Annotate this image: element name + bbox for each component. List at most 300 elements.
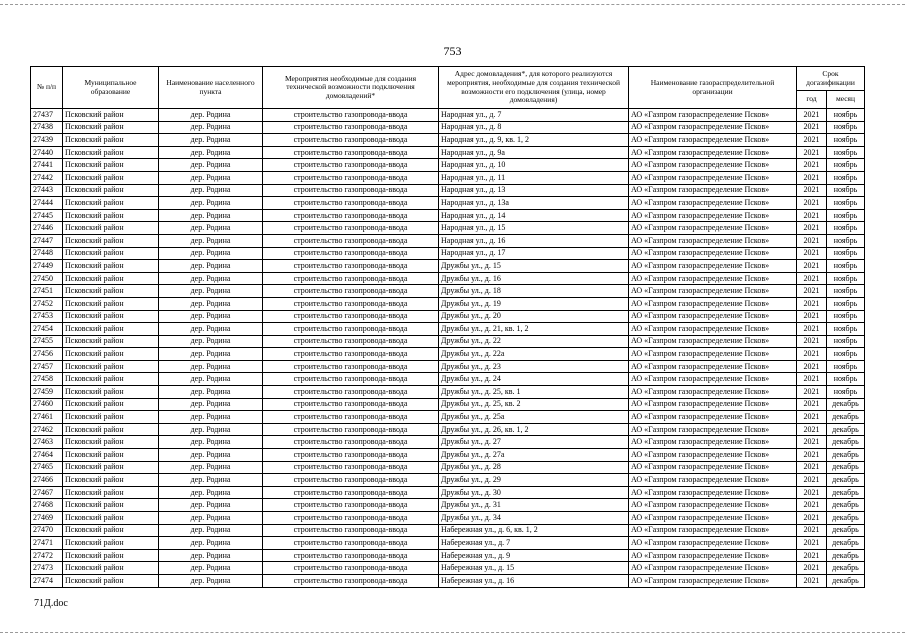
- row-municipality: Псковский район: [63, 272, 159, 285]
- row-organization: АО «Газпром газораспределение Псков»: [629, 171, 797, 184]
- row-locality: дер. Родина: [159, 499, 263, 512]
- row-locality: дер. Родина: [159, 197, 263, 210]
- row-municipality: Псковский район: [63, 197, 159, 210]
- row-locality: дер. Родина: [159, 360, 263, 373]
- row-year: 2021: [797, 360, 827, 373]
- row-municipality: Псковский район: [63, 436, 159, 449]
- table-row: [31, 574, 865, 587]
- row-address: Народная ул., д. 14: [439, 209, 629, 222]
- row-number: 27463: [31, 436, 63, 449]
- row-month: ноябрь: [827, 146, 865, 159]
- row-organization: АО «Газпром газораспределение Псков»: [629, 222, 797, 235]
- table-row: [31, 222, 865, 235]
- row-month: декабрь: [827, 524, 865, 537]
- header-locality: Наименование населенного пункта: [159, 67, 263, 109]
- row-locality: дер. Родина: [159, 512, 263, 525]
- row-address: Дружбы ул., д. 26, кв. 1, 2: [439, 423, 629, 436]
- row-year: 2021: [797, 209, 827, 222]
- row-activity: строительство газопровода-ввода: [263, 499, 439, 512]
- page-number: 753: [443, 44, 462, 58]
- table-row: [31, 386, 865, 399]
- row-municipality: Псковский район: [63, 335, 159, 348]
- row-address: Дружбы ул., д. 22: [439, 335, 629, 348]
- row-year: 2021: [797, 171, 827, 184]
- row-month: ноябрь: [827, 109, 865, 122]
- row-organization: АО «Газпром газораспределение Псков»: [629, 146, 797, 159]
- table-row: [31, 247, 865, 260]
- row-address: Дружбы ул., д. 34: [439, 512, 629, 525]
- row-number: 27445: [31, 209, 63, 222]
- row-address: Набережная ул., д. 9: [439, 549, 629, 562]
- row-year: 2021: [797, 537, 827, 550]
- row-month: декабрь: [827, 574, 865, 587]
- table-row: [31, 260, 865, 273]
- row-year: 2021: [797, 285, 827, 298]
- row-address: Народная ул., д. 9а: [439, 146, 629, 159]
- row-year: 2021: [797, 461, 827, 474]
- row-organization: АО «Газпром газораспределение Псков»: [629, 562, 797, 575]
- row-activity: строительство газопровода-ввода: [263, 159, 439, 172]
- table-row: [31, 549, 865, 562]
- table-row: [31, 197, 865, 210]
- row-address: Дружбы ул., д. 16: [439, 272, 629, 285]
- row-organization: АО «Газпром газораспределение Псков»: [629, 159, 797, 172]
- row-year: 2021: [797, 134, 827, 147]
- table-row: [31, 499, 865, 512]
- row-address: Народная ул., д. 16: [439, 234, 629, 247]
- table-row: [31, 171, 865, 184]
- row-number: 27440: [31, 146, 63, 159]
- table-row: [31, 121, 865, 134]
- row-number: 27454: [31, 323, 63, 336]
- row-month: декабрь: [827, 398, 865, 411]
- row-municipality: Псковский район: [63, 486, 159, 499]
- row-organization: АО «Газпром газораспределение Псков»: [629, 499, 797, 512]
- row-address: Дружбы ул., д. 25а: [439, 411, 629, 424]
- row-month: декабрь: [827, 436, 865, 449]
- table-row: [31, 524, 865, 537]
- row-locality: дер. Родина: [159, 411, 263, 424]
- row-address: Набережная ул., д. 7: [439, 537, 629, 550]
- row-month: ноябрь: [827, 323, 865, 336]
- row-locality: дер. Родина: [159, 423, 263, 436]
- row-year: 2021: [797, 159, 827, 172]
- row-number: 27464: [31, 449, 63, 462]
- row-number: 27470: [31, 524, 63, 537]
- row-number: 27453: [31, 310, 63, 323]
- row-organization: АО «Газпром газораспределение Псков»: [629, 537, 797, 550]
- row-locality: дер. Родина: [159, 461, 263, 474]
- row-locality: дер. Родина: [159, 171, 263, 184]
- row-organization: АО «Газпром газораспределение Псков»: [629, 134, 797, 147]
- row-organization: АО «Газпром газораспределение Псков»: [629, 474, 797, 487]
- row-municipality: Псковский район: [63, 549, 159, 562]
- row-activity: строительство газопровода-ввода: [263, 109, 439, 122]
- row-locality: дер. Родина: [159, 486, 263, 499]
- row-activity: строительство газопровода-ввода: [263, 297, 439, 310]
- row-number: 27462: [31, 423, 63, 436]
- row-month: декабрь: [827, 537, 865, 550]
- registry-table: [30, 66, 865, 588]
- row-year: 2021: [797, 184, 827, 197]
- row-municipality: Псковский район: [63, 423, 159, 436]
- row-locality: дер. Родина: [159, 449, 263, 462]
- top-scan-border: [0, 4, 905, 6]
- row-address: Набережная ул., д. 6, кв. 1, 2: [439, 524, 629, 537]
- row-year: 2021: [797, 512, 827, 525]
- row-number: 27447: [31, 234, 63, 247]
- row-activity: строительство газопровода-ввода: [263, 134, 439, 147]
- row-month: декабрь: [827, 486, 865, 499]
- header-activities: Мероприятия необходимые для создания технической возможности подключения домовладений*: [263, 67, 439, 109]
- row-activity: строительство газопровода-ввода: [263, 323, 439, 336]
- row-address: Народная ул., д. 17: [439, 247, 629, 260]
- row-year: 2021: [797, 247, 827, 260]
- header-year: год: [797, 91, 827, 109]
- row-year: 2021: [797, 348, 827, 361]
- row-municipality: Псковский район: [63, 537, 159, 550]
- row-month: ноябрь: [827, 121, 865, 134]
- row-address: Дружбы ул., д. 27а: [439, 449, 629, 462]
- row-year: 2021: [797, 398, 827, 411]
- row-organization: АО «Газпром газораспределение Псков»: [629, 398, 797, 411]
- row-month: декабрь: [827, 562, 865, 575]
- row-activity: строительство газопровода-ввода: [263, 512, 439, 525]
- row-address: Дружбы ул., д. 23: [439, 360, 629, 373]
- row-month: декабрь: [827, 461, 865, 474]
- row-month: декабрь: [827, 512, 865, 525]
- table-row: [31, 411, 865, 424]
- row-address: Народная ул., д. 11: [439, 171, 629, 184]
- row-municipality: Псковский район: [63, 373, 159, 386]
- row-organization: АО «Газпром газораспределение Псков»: [629, 247, 797, 260]
- row-year: 2021: [797, 373, 827, 386]
- row-number: 27438: [31, 121, 63, 134]
- header-org: Наименование газораспределительной организации: [629, 67, 797, 109]
- row-activity: строительство газопровода-ввода: [263, 184, 439, 197]
- row-activity: строительство газопровода-ввода: [263, 360, 439, 373]
- row-organization: АО «Газпром газораспределение Псков»: [629, 461, 797, 474]
- row-year: 2021: [797, 121, 827, 134]
- row-municipality: Псковский район: [63, 171, 159, 184]
- table-row: [31, 474, 865, 487]
- row-month: декабрь: [827, 449, 865, 462]
- row-organization: АО «Газпром газораспределение Псков»: [629, 360, 797, 373]
- table-row: [31, 423, 865, 436]
- row-activity: строительство газопровода-ввода: [263, 386, 439, 399]
- row-address: Народная ул., д. 8: [439, 121, 629, 134]
- table-row: [31, 109, 865, 122]
- row-locality: дер. Родина: [159, 297, 263, 310]
- table-row: [31, 209, 865, 222]
- row-municipality: Псковский район: [63, 247, 159, 260]
- row-municipality: Псковский район: [63, 574, 159, 587]
- table-row: [31, 398, 865, 411]
- row-month: ноябрь: [827, 386, 865, 399]
- row-organization: АО «Газпром газораспределение Псков»: [629, 373, 797, 386]
- table-row: [31, 297, 865, 310]
- row-locality: дер. Родина: [159, 159, 263, 172]
- header-term: Срок догазификации: [797, 67, 865, 91]
- table-row: [31, 486, 865, 499]
- registry-table-container: [30, 66, 865, 588]
- row-number: 27439: [31, 134, 63, 147]
- row-locality: дер. Родина: [159, 335, 263, 348]
- table-row: [31, 323, 865, 336]
- row-address: Дружбы ул., д. 28: [439, 461, 629, 474]
- row-municipality: Псковский район: [63, 499, 159, 512]
- row-municipality: Псковский район: [63, 360, 159, 373]
- row-month: ноябрь: [827, 260, 865, 273]
- row-locality: дер. Родина: [159, 386, 263, 399]
- row-locality: дер. Родина: [159, 549, 263, 562]
- row-number: 27461: [31, 411, 63, 424]
- row-year: 2021: [797, 297, 827, 310]
- row-address: Дружбы ул., д. 25, кв. 1: [439, 386, 629, 399]
- row-municipality: Псковский район: [63, 184, 159, 197]
- row-activity: строительство газопровода-ввода: [263, 449, 439, 462]
- table-row: [31, 348, 865, 361]
- row-organization: АО «Газпром газораспределение Псков»: [629, 310, 797, 323]
- row-municipality: Псковский район: [63, 398, 159, 411]
- row-address: Дружбы ул., д. 22а: [439, 348, 629, 361]
- row-locality: дер. Родина: [159, 134, 263, 147]
- table-row: [31, 360, 865, 373]
- row-municipality: Псковский район: [63, 109, 159, 122]
- row-organization: АО «Газпром газораспределение Псков»: [629, 121, 797, 134]
- row-activity: строительство газопровода-ввода: [263, 423, 439, 436]
- row-number: 27467: [31, 486, 63, 499]
- row-number: 27441: [31, 159, 63, 172]
- row-year: 2021: [797, 499, 827, 512]
- header-municipality: Муниципальное образование: [63, 67, 159, 109]
- row-organization: АО «Газпром газораспределение Псков»: [629, 436, 797, 449]
- row-month: декабрь: [827, 411, 865, 424]
- row-locality: дер. Родина: [159, 285, 263, 298]
- row-year: 2021: [797, 146, 827, 159]
- row-locality: дер. Родина: [159, 209, 263, 222]
- row-address: Народная ул., д. 13а: [439, 197, 629, 210]
- table-row: [31, 234, 865, 247]
- row-number: 27442: [31, 171, 63, 184]
- row-activity: строительство газопровода-ввода: [263, 537, 439, 550]
- row-number: 27465: [31, 461, 63, 474]
- row-municipality: Псковский район: [63, 209, 159, 222]
- row-activity: строительство газопровода-ввода: [263, 461, 439, 474]
- row-organization: АО «Газпром газораспределение Псков»: [629, 297, 797, 310]
- row-locality: дер. Родина: [159, 247, 263, 260]
- row-year: 2021: [797, 562, 827, 575]
- row-activity: строительство газопровода-ввода: [263, 474, 439, 487]
- row-activity: строительство газопровода-ввода: [263, 285, 439, 298]
- row-address: Дружбы ул., д. 31: [439, 499, 629, 512]
- row-locality: дер. Родина: [159, 537, 263, 550]
- row-address: Дружбы ул., д. 20: [439, 310, 629, 323]
- row-address: Дружбы ул., д. 18: [439, 285, 629, 298]
- row-month: декабрь: [827, 423, 865, 436]
- row-address: Дружбы ул., д. 15: [439, 260, 629, 273]
- row-activity: строительство газопровода-ввода: [263, 398, 439, 411]
- row-activity: строительство газопровода-ввода: [263, 209, 439, 222]
- row-organization: АО «Газпром газораспределение Псков»: [629, 197, 797, 210]
- row-activity: строительство газопровода-ввода: [263, 171, 439, 184]
- row-month: декабрь: [827, 549, 865, 562]
- table-row: [31, 146, 865, 159]
- row-month: декабрь: [827, 474, 865, 487]
- row-number: 27455: [31, 335, 63, 348]
- row-municipality: Псковский район: [63, 461, 159, 474]
- row-municipality: Псковский район: [63, 524, 159, 537]
- row-municipality: Псковский район: [63, 134, 159, 147]
- row-activity: строительство газопровода-ввода: [263, 234, 439, 247]
- row-number: 27452: [31, 297, 63, 310]
- row-year: 2021: [797, 310, 827, 323]
- row-month: ноябрь: [827, 272, 865, 285]
- row-number: 27466: [31, 474, 63, 487]
- row-number: 27449: [31, 260, 63, 273]
- row-address: Народная ул., д. 7: [439, 109, 629, 122]
- row-locality: дер. Родина: [159, 574, 263, 587]
- row-year: 2021: [797, 524, 827, 537]
- row-activity: строительство газопровода-ввода: [263, 310, 439, 323]
- row-activity: строительство газопровода-ввода: [263, 222, 439, 235]
- row-address: Народная ул., д. 10: [439, 159, 629, 172]
- row-number: 27457: [31, 360, 63, 373]
- row-year: 2021: [797, 411, 827, 424]
- row-municipality: Псковский район: [63, 159, 159, 172]
- row-locality: дер. Родина: [159, 184, 263, 197]
- row-month: ноябрь: [827, 134, 865, 147]
- row-organization: АО «Газпром газораспределение Псков»: [629, 260, 797, 273]
- row-month: ноябрь: [827, 171, 865, 184]
- row-year: 2021: [797, 260, 827, 273]
- row-number: 27450: [31, 272, 63, 285]
- row-number: 27446: [31, 222, 63, 235]
- table-body: [31, 109, 865, 588]
- row-number: 27451: [31, 285, 63, 298]
- row-locality: дер. Родина: [159, 222, 263, 235]
- row-activity: строительство газопровода-ввода: [263, 373, 439, 386]
- row-organization: АО «Газпром газораспределение Псков»: [629, 335, 797, 348]
- row-month: декабрь: [827, 499, 865, 512]
- row-number: 27459: [31, 386, 63, 399]
- row-month: ноябрь: [827, 159, 865, 172]
- row-address: Народная ул., д. 9, кв. 1, 2: [439, 134, 629, 147]
- row-organization: АО «Газпром газораспределение Псков»: [629, 549, 797, 562]
- row-year: 2021: [797, 474, 827, 487]
- table-row: [31, 159, 865, 172]
- header-month: месяц: [827, 91, 865, 109]
- row-municipality: Псковский район: [63, 348, 159, 361]
- row-month: ноябрь: [827, 197, 865, 210]
- table-row: [31, 373, 865, 386]
- row-municipality: Псковский район: [63, 474, 159, 487]
- row-municipality: Псковский район: [63, 260, 159, 273]
- row-organization: АО «Газпром газораспределение Псков»: [629, 524, 797, 537]
- row-locality: дер. Родина: [159, 272, 263, 285]
- bottom-scan-border: [0, 632, 905, 634]
- row-number: 27474: [31, 574, 63, 587]
- row-month: ноябрь: [827, 209, 865, 222]
- row-activity: строительство газопровода-ввода: [263, 524, 439, 537]
- table-row: [31, 134, 865, 147]
- row-number: 27472: [31, 549, 63, 562]
- row-number: 27444: [31, 197, 63, 210]
- row-address: Народная ул., д. 15: [439, 222, 629, 235]
- table-row: [31, 310, 865, 323]
- row-municipality: Псковский район: [63, 222, 159, 235]
- row-activity: строительство газопровода-ввода: [263, 486, 439, 499]
- row-activity: строительство газопровода-ввода: [263, 121, 439, 134]
- row-organization: АО «Газпром газораспределение Псков»: [629, 574, 797, 587]
- row-municipality: Псковский район: [63, 562, 159, 575]
- row-address: Дружбы ул., д. 30: [439, 486, 629, 499]
- row-municipality: Псковский район: [63, 121, 159, 134]
- table-row: [31, 272, 865, 285]
- row-number: 27460: [31, 398, 63, 411]
- row-organization: АО «Газпром газораспределение Псков»: [629, 285, 797, 298]
- row-year: 2021: [797, 386, 827, 399]
- row-address: Народная ул., д. 13: [439, 184, 629, 197]
- row-address: Дружбы ул., д. 25, кв. 2: [439, 398, 629, 411]
- row-number: 27458: [31, 373, 63, 386]
- row-locality: дер. Родина: [159, 524, 263, 537]
- row-number: 27448: [31, 247, 63, 260]
- row-organization: АО «Газпром газораспределение Псков»: [629, 411, 797, 424]
- row-municipality: Псковский район: [63, 449, 159, 462]
- row-municipality: Псковский район: [63, 234, 159, 247]
- row-locality: дер. Родина: [159, 562, 263, 575]
- row-activity: строительство газопровода-ввода: [263, 348, 439, 361]
- row-activity: строительство газопровода-ввода: [263, 146, 439, 159]
- row-locality: дер. Родина: [159, 146, 263, 159]
- row-organization: АО «Газпром газораспределение Псков»: [629, 486, 797, 499]
- table-row: [31, 335, 865, 348]
- table-header: [31, 67, 865, 109]
- row-organization: АО «Газпром газораспределение Псков»: [629, 234, 797, 247]
- row-activity: строительство газопровода-ввода: [263, 260, 439, 273]
- row-year: 2021: [797, 549, 827, 562]
- row-municipality: Псковский район: [63, 411, 159, 424]
- row-month: ноябрь: [827, 247, 865, 260]
- row-number: 27456: [31, 348, 63, 361]
- row-locality: дер. Родина: [159, 109, 263, 122]
- table-row: [31, 537, 865, 550]
- row-year: 2021: [797, 234, 827, 247]
- table-row: [31, 436, 865, 449]
- document-filename: 71Д.doc: [34, 598, 68, 609]
- row-month: ноябрь: [827, 297, 865, 310]
- row-activity: строительство газопровода-ввода: [263, 247, 439, 260]
- row-address: Дружбы ул., д. 19: [439, 297, 629, 310]
- row-month: ноябрь: [827, 222, 865, 235]
- row-organization: АО «Газпром газораспределение Псков»: [629, 209, 797, 222]
- row-address: Дружбы ул., д. 27: [439, 436, 629, 449]
- row-locality: дер. Родина: [159, 398, 263, 411]
- row-month: ноябрь: [827, 184, 865, 197]
- row-municipality: Псковский район: [63, 310, 159, 323]
- row-locality: дер. Родина: [159, 436, 263, 449]
- table-row: [31, 461, 865, 474]
- row-activity: строительство газопровода-ввода: [263, 574, 439, 587]
- row-year: 2021: [797, 449, 827, 462]
- row-locality: дер. Родина: [159, 323, 263, 336]
- row-municipality: Псковский район: [63, 297, 159, 310]
- row-municipality: Псковский район: [63, 146, 159, 159]
- row-year: 2021: [797, 436, 827, 449]
- row-activity: строительство газопровода-ввода: [263, 335, 439, 348]
- row-number: 27473: [31, 562, 63, 575]
